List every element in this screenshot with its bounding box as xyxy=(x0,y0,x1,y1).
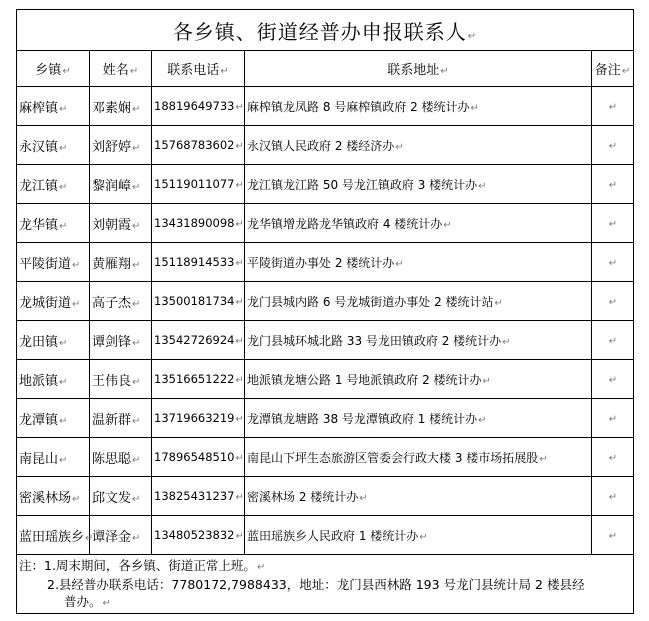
paragraph-mark-icon: ↵ xyxy=(443,219,452,231)
paragraph-mark-icon: ↵ xyxy=(395,258,404,270)
cell-note xyxy=(592,321,634,360)
note-line-2: 2.县经普办联系电话：7780172,7988433，地址：龙门县西林路 193 号龙门县统计局 2 楼县经 xyxy=(47,577,585,592)
paragraph-mark-icon: ↵ xyxy=(59,103,68,115)
paragraph-mark-icon: ↵ xyxy=(62,66,71,77)
cell-phone: 13542726924↵ xyxy=(152,321,245,360)
paragraph-mark-icon: ↵ xyxy=(235,453,244,464)
paragraph-mark-icon: ↵ xyxy=(132,259,141,271)
paragraph-mark-icon: ↵ xyxy=(235,414,244,425)
cell-phone: 18819649733↵ xyxy=(152,87,245,126)
header-note: 备注↵ xyxy=(592,51,634,87)
header-row xyxy=(17,51,634,87)
paragraph-mark-icon: ↵ xyxy=(478,414,487,426)
paragraph-mark-icon: ↵ xyxy=(132,142,141,154)
paragraph-mark-icon: ↵ xyxy=(132,415,141,427)
cell-town: 南昆山↵ xyxy=(17,438,90,477)
cell-note xyxy=(592,243,634,282)
cell-town: 麻榨镇↵ xyxy=(17,87,90,126)
paragraph-mark-icon: ↵ xyxy=(129,66,139,77)
cell-town: 平陵街道↵ xyxy=(17,243,90,282)
cell-address: 龙门县城内路 6 号龙城街道办事处 2 楼统计站↵ xyxy=(245,282,592,321)
paragraph-mark-icon: ↵ xyxy=(482,375,491,387)
paragraph-mark-icon: ↵ xyxy=(608,257,618,269)
cell-note xyxy=(592,165,634,204)
cell-note xyxy=(592,399,634,438)
paragraph-mark-icon: ↵ xyxy=(59,220,68,232)
cell-note xyxy=(592,126,634,165)
table-row xyxy=(17,282,634,321)
paragraph-mark-icon: ↵ xyxy=(59,142,68,154)
contact-table xyxy=(16,9,634,614)
paragraph-mark-icon: ↵ xyxy=(608,413,618,425)
cell-phone: 13480523832↵ xyxy=(152,516,245,555)
cell-name: 邓素娴↵ xyxy=(90,87,152,126)
cell-phone: 17896548510↵ xyxy=(152,438,245,477)
paragraph-mark-icon: ↵ xyxy=(478,180,487,192)
paragraph-mark-icon: ↵ xyxy=(256,562,266,573)
cell-name: 陈思聪↵ xyxy=(90,438,152,477)
paragraph-mark-icon: ↵ xyxy=(59,337,68,349)
cell-note xyxy=(592,477,634,516)
paragraph-mark-icon: ↵ xyxy=(494,297,503,309)
paragraph-mark-icon: ↵ xyxy=(220,66,229,77)
cell-address: 南昆山下坪生态旅游区管委会行政大楼 3 楼市场拓展股↵ xyxy=(245,438,592,477)
paragraph-mark-icon: ↵ xyxy=(132,298,141,310)
cell-name: 谭泽金↵ xyxy=(90,516,152,555)
paragraph-mark-icon: ↵ xyxy=(132,220,141,232)
paragraph-mark-icon: ↵ xyxy=(72,493,81,505)
table-title-text: 各乡镇、街道经普办申报联系人 xyxy=(172,19,467,44)
paragraph-mark-icon: ↵ xyxy=(359,492,368,504)
cell-name: 谭剑锋↵ xyxy=(90,321,152,360)
cell-phone: 13500181734↵ xyxy=(152,282,245,321)
cell-address: 地派镇龙塘公路 1 号地派镇政府 2 楼统计办↵ xyxy=(245,360,592,399)
paragraph-mark-icon: ↵ xyxy=(440,66,449,77)
paragraph-mark-icon: ↵ xyxy=(235,102,244,113)
paragraph-mark-icon: ↵ xyxy=(608,530,618,542)
paragraph-mark-icon: ↵ xyxy=(539,453,548,465)
cell-note xyxy=(592,204,634,243)
paragraph-mark-icon: ↵ xyxy=(608,218,618,230)
table-row xyxy=(17,243,634,282)
paragraph-mark-icon: ↵ xyxy=(59,415,68,427)
paragraph-mark-icon: ↵ xyxy=(235,219,244,230)
paragraph-mark-icon: ↵ xyxy=(608,179,618,191)
cell-town: 龙潭镇↵ xyxy=(17,399,90,438)
paragraph-mark-icon: ↵ xyxy=(235,180,244,191)
paragraph-mark-icon: ↵ xyxy=(132,493,141,505)
paragraph-mark-icon: ↵ xyxy=(608,374,618,386)
paragraph-mark-icon: ↵ xyxy=(132,454,141,466)
paragraph-mark-icon: ↵ xyxy=(235,375,244,386)
cell-address: 平陵街道办事处 2 楼统计办↵ xyxy=(245,243,592,282)
cell-town: 龙城街道↵ xyxy=(17,282,90,321)
cell-address: 龙华镇增龙路龙华镇政府 4 楼统计办↵ xyxy=(245,204,592,243)
notes-row xyxy=(17,555,634,614)
paragraph-mark-icon: ↵ xyxy=(235,297,244,308)
cell-town: 龙江镇↵ xyxy=(17,165,90,204)
cell-name: 刘舒婷↵ xyxy=(90,126,152,165)
table-row xyxy=(17,165,634,204)
paragraph-mark-icon: ↵ xyxy=(132,103,141,115)
cell-name: 刘朝霞↵ xyxy=(90,204,152,243)
paragraph-mark-icon: ↵ xyxy=(395,141,404,153)
paragraph-mark-icon: ↵ xyxy=(132,181,141,193)
paragraph-mark-icon: ↵ xyxy=(235,492,244,503)
paragraph-mark-icon: ↵ xyxy=(235,336,244,347)
paragraph-mark-icon: ↵ xyxy=(608,335,618,347)
paragraph-mark-icon: ↵ xyxy=(102,598,111,609)
cell-address: 龙潭镇龙塘路 38 号龙潭镇政府 1 楼统计办↵ xyxy=(245,399,592,438)
cell-phone: 13719663219↵ xyxy=(152,399,245,438)
cell-name: 温新群↵ xyxy=(90,399,152,438)
cell-note xyxy=(592,438,634,477)
cell-note xyxy=(592,360,634,399)
cell-name: 黄雁翔↵ xyxy=(90,243,152,282)
paragraph-mark-icon: ↵ xyxy=(85,532,94,544)
paragraph-mark-icon: ↵ xyxy=(235,531,244,542)
cell-address: 龙江镇龙江路 50 号龙江镇政府 3 楼统计办↵ xyxy=(245,165,592,204)
cell-name: 黎润嶂↵ xyxy=(90,165,152,204)
cell-note xyxy=(592,87,634,126)
cell-address: 蓝田瑶族乡人民政府 1 楼统计办↵ xyxy=(245,516,592,555)
cell-town: 地派镇↵ xyxy=(17,360,90,399)
note-line-3: 普办。↵ xyxy=(64,594,111,609)
cell-name: 王伟良↵ xyxy=(90,360,152,399)
paragraph-mark-icon: ↵ xyxy=(72,259,81,271)
cell-name: 邱文发↵ xyxy=(90,477,152,516)
paragraph-mark-icon: ↵ xyxy=(608,296,618,308)
paragraph-mark-icon: ↵ xyxy=(235,258,244,269)
paragraph-mark-icon: ↵ xyxy=(59,181,68,193)
table-row xyxy=(17,204,634,243)
paragraph-mark-icon: ↵ xyxy=(132,337,141,349)
cell-phone: 15118914533↵ xyxy=(152,243,245,282)
table-row xyxy=(17,516,634,555)
paragraph-mark-icon: ↵ xyxy=(608,101,618,113)
cell-address: 密溪林场 2 楼统计办↵ xyxy=(245,477,592,516)
paragraph-mark-icon: ↵ xyxy=(59,376,68,388)
cell-address: 龙门县城环城北路 33 号龙田镇政府 2 楼统计办↵ xyxy=(245,321,592,360)
paragraph-mark-icon: ↵ xyxy=(608,140,618,152)
cell-phone: 13516651222↵ xyxy=(152,360,245,399)
cell-town: 密溪林场↵ xyxy=(17,477,90,516)
cell-address: 永汉镇人民政府 2 楼经济办↵ xyxy=(245,126,592,165)
table-row xyxy=(17,360,634,399)
cell-note xyxy=(592,282,634,321)
note-line-1: 注：1.周末期间，各乡镇、街道正常上班。↵ xyxy=(19,558,266,573)
table-row xyxy=(17,87,634,126)
paragraph-mark-icon: ↵ xyxy=(419,531,428,543)
cell-phone: 15119011077↵ xyxy=(152,165,245,204)
cell-name: 高子杰↵ xyxy=(90,282,152,321)
header-address: 联系地址↵ xyxy=(245,51,592,87)
paragraph-mark-icon: ↵ xyxy=(608,491,618,503)
cell-town: 龙田镇↵ xyxy=(17,321,90,360)
cell-phone: 13825431237↵ xyxy=(152,477,245,516)
paragraph-mark-icon: ↵ xyxy=(132,376,141,388)
header-name: 姓名↵ xyxy=(90,51,152,87)
cell-address: 麻榨镇龙凤路 8 号麻榨镇政府 2 楼统计办↵ xyxy=(245,87,592,126)
paragraph-mark-icon: ↵ xyxy=(502,336,511,348)
table-row xyxy=(17,438,634,477)
paragraph-mark-icon: ↵ xyxy=(470,102,479,114)
cell-phone: 15768783602↵ xyxy=(152,126,245,165)
header-town: 乡镇↵ xyxy=(17,51,90,87)
table-row xyxy=(17,321,634,360)
paragraph-mark-icon: ↵ xyxy=(72,298,81,310)
cell-town: 蓝田瑶族乡↵ xyxy=(17,516,90,555)
table-title xyxy=(17,10,634,51)
paragraph-mark-icon: ↵ xyxy=(235,141,244,152)
table-row xyxy=(17,477,634,516)
paragraph-mark-icon: ↵ xyxy=(621,66,631,77)
paragraph-mark-icon: ↵ xyxy=(59,454,68,466)
cell-town: 永汉镇↵ xyxy=(17,126,90,165)
notes-cell xyxy=(17,555,634,614)
table-row xyxy=(17,399,634,438)
table-row xyxy=(17,126,634,165)
paragraph-mark-icon: ↵ xyxy=(608,452,618,464)
cell-note xyxy=(592,516,634,555)
cell-phone: 13431890098↵ xyxy=(152,204,245,243)
cell-town: 龙华镇↵ xyxy=(17,204,90,243)
paragraph-mark-icon: ↵ xyxy=(132,532,141,544)
paragraph-mark-icon: ↵ xyxy=(467,30,478,42)
header-phone: 联系电话↵ xyxy=(152,51,245,87)
